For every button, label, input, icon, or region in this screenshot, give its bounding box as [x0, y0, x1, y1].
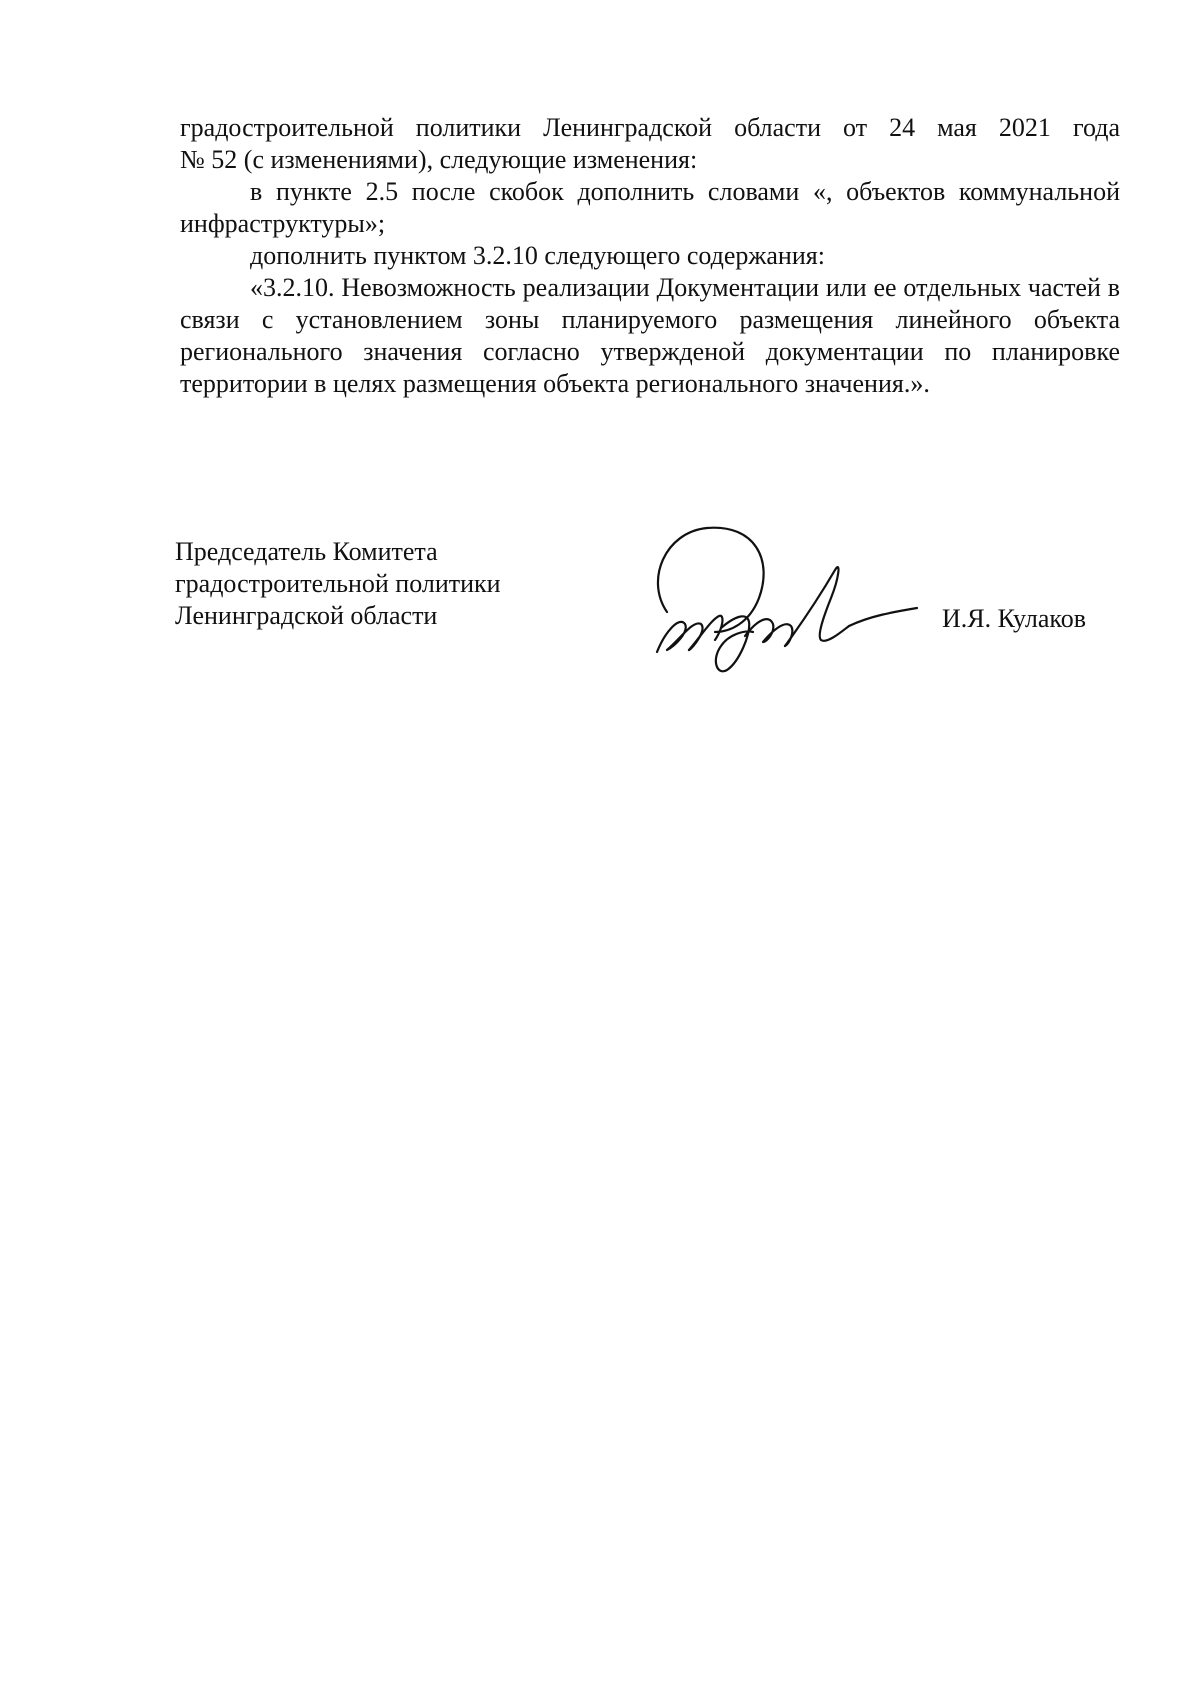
- handwritten-signature: [645, 520, 920, 695]
- position-line: Ленинградской области: [175, 601, 438, 630]
- position-line: Председатель Комитета: [175, 537, 438, 566]
- signatory-position: [175, 536, 501, 632]
- paragraph-item-3-2-10: «3.2.10. Невозможность реализации Документации или ее отдельных частей в связи с установлением зоны планируемого размещения линейного объекта регионального значения согласно утвержденой документации по планировке территории в целях размещения объекта регионального значения.».: [180, 273, 1120, 398]
- paragraph-amendment-2-5: в пункте 2.5 после скобок дополнить словами «, объектов коммунальной инфраструктуры»;: [180, 177, 1120, 238]
- paragraph-number-line: № 52 (с изменениями), следующие изменения:: [180, 145, 698, 174]
- signer-name: И.Я. Кулаков: [942, 604, 1086, 633]
- paragraph-continuation: градостроительной политики Ленинградской области от 24 мая 2021 года: [180, 113, 1120, 142]
- paragraph-add-item: дополнить пунктом 3.2.10 следующего содержания:: [250, 241, 825, 270]
- document-body: [180, 112, 1120, 400]
- position-line: градостроительной политики: [175, 569, 501, 598]
